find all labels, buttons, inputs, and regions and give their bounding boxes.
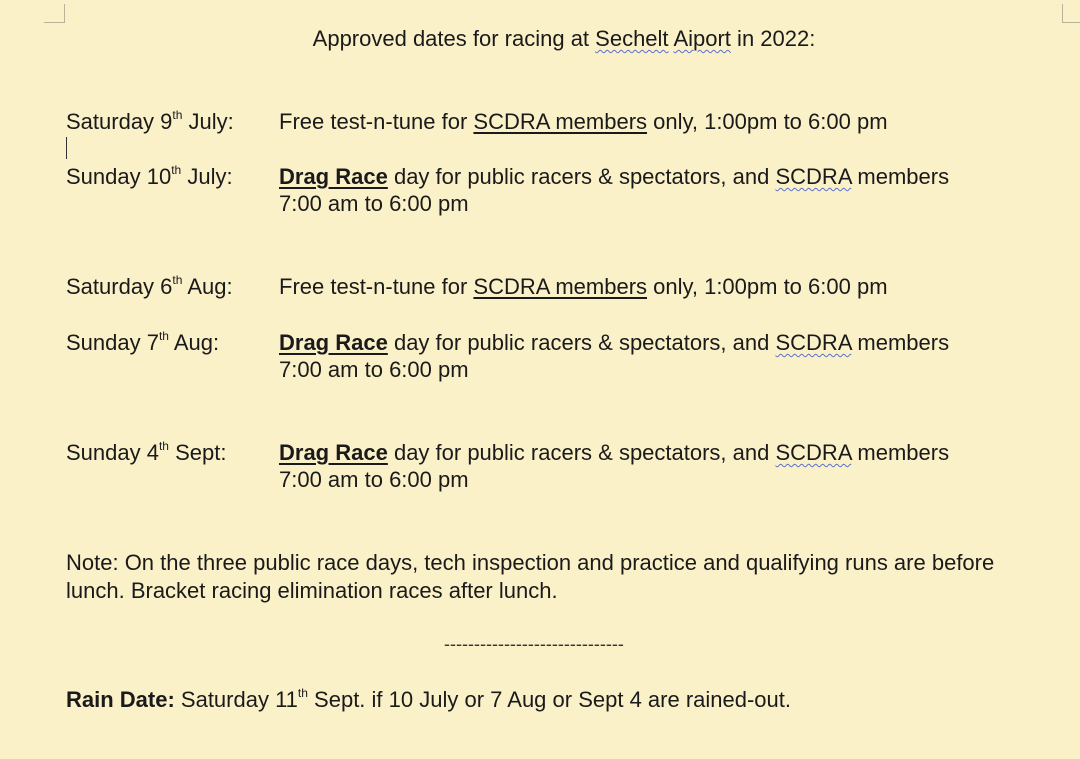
text-cursor (66, 137, 67, 159)
scdra-members-link: SCDRA members (473, 274, 648, 299)
spellcheck-word: SCDRA (775, 330, 852, 355)
spellcheck-word: SCDRA (775, 164, 852, 189)
spellcheck-word: Aiport (673, 26, 731, 51)
drag-race-label: Drag Race (279, 330, 388, 355)
rain-date-label: Rain Date: (66, 687, 175, 712)
divider-line: ------------------------------ (444, 634, 624, 654)
spellcheck-word: Sechelt (595, 26, 669, 51)
note-paragraph: Note: On the three public race days, tech inspection and practice and qualifying runs are before lunch. Bracket racing elimination races after lunch. (66, 550, 995, 603)
schedule-description: Drag Race day for public racers & spectators, and SCDRA members 7:00 am to 6:00 pm (279, 440, 950, 492)
schedule-date: Sunday 7th Aug: (66, 328, 220, 355)
schedule-date: Saturday 6th Aug: (66, 272, 233, 299)
schedule-description: Free test-n-tune for SCDRA members only, 1:00pm to 6:00 pm (279, 109, 888, 134)
schedule-date: Sunday 4th Sept: (66, 438, 227, 465)
drag-race-label: Drag Race (279, 440, 388, 465)
page-corner-marker (1062, 4, 1080, 23)
document-title: Approved dates for racing at Sechelt Aiport in 2022: (312, 26, 816, 51)
spellcheck-word: SCDRA (775, 440, 852, 465)
rain-date: Rain Date: Saturday 11th Sept. if 10 July or 7 Aug or Sept 4 are rained-out. (66, 685, 792, 712)
schedule-date: Saturday 9th July: (66, 107, 234, 134)
scdra-members-link: SCDRA members (473, 109, 648, 134)
schedule-description: Free test-n-tune for SCDRA members only, 1:00pm to 6:00 pm (279, 274, 888, 299)
schedule-description: Drag Race day for public racers & spectators, and SCDRA members 7:00 am to 6:00 pm (279, 164, 950, 216)
schedule-date: Sunday 10th July: (66, 162, 233, 189)
drag-race-label: Drag Race (279, 164, 388, 189)
schedule-description: Drag Race day for public racers & spectators, and SCDRA members 7:00 am to 6:00 pm (279, 330, 950, 382)
page-corner-marker (44, 4, 65, 23)
